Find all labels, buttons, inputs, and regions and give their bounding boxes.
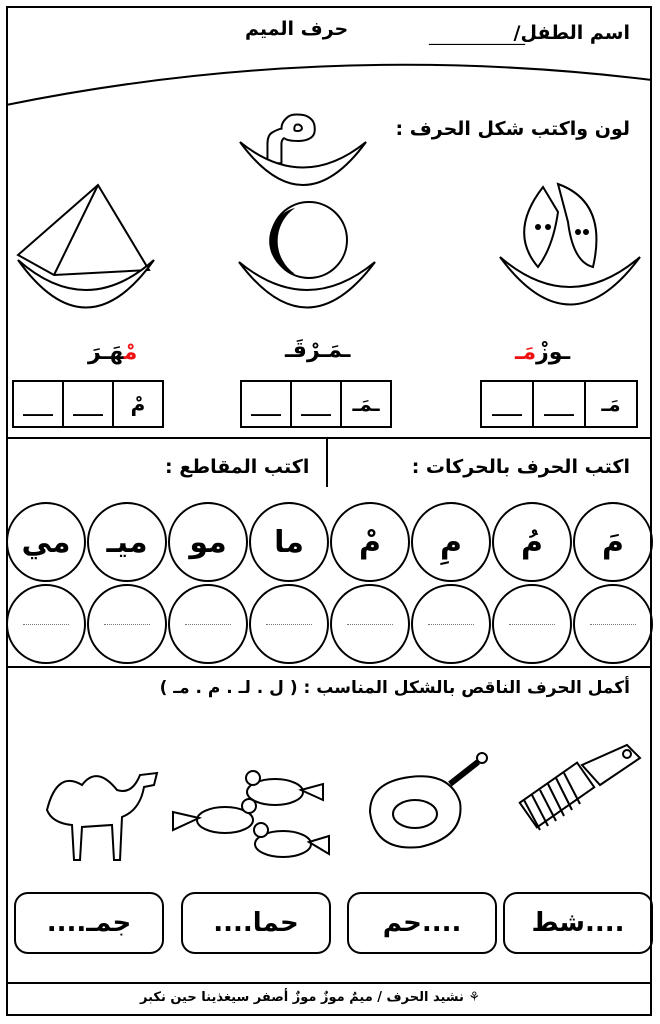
circle-answer[interactable] <box>573 584 653 664</box>
box-cell[interactable]: ___ <box>492 392 522 416</box>
pyramid-icon <box>14 180 159 315</box>
word-qamar: ـمَـرْقَـ <box>285 338 351 363</box>
word-box-hamam[interactable]: حما.... <box>181 892 331 954</box>
letter-boxes-haram <box>12 380 164 428</box>
child-name-label: اسم الطفل/ <box>513 22 630 44</box>
camel-icon <box>22 755 162 867</box>
letter-boxes-qamar <box>240 380 392 428</box>
moon-icon <box>237 198 377 313</box>
divider <box>6 982 652 984</box>
divider <box>6 437 652 439</box>
box-cell[interactable]: مْ <box>112 382 162 426</box>
section2-left-instruction: اكتب المقاطع : <box>165 456 310 478</box>
circle-answer[interactable] <box>330 584 410 664</box>
circle-syllable: مُ <box>492 502 572 582</box>
letter-boxes-mawz <box>480 380 638 428</box>
box-cell[interactable]: ___ <box>532 382 584 426</box>
section3-instruction: أكمل الحرف الناقص بالشكل المناسب : ( ل . لـ . م . مـ ) <box>159 678 630 698</box>
header-curve <box>6 50 652 110</box>
circle-syllable: ما <box>249 502 329 582</box>
meat-icon <box>360 752 495 857</box>
box-cell[interactable]: ـمَـ <box>340 382 390 426</box>
circle-syllable: ميـ <box>87 502 167 582</box>
circle-answer[interactable] <box>492 584 572 664</box>
banana-icon <box>498 172 643 312</box>
circle-syllable: مْ <box>330 502 410 582</box>
pigeons-icon <box>165 762 335 867</box>
circle-answer[interactable] <box>6 584 86 664</box>
divider <box>6 666 652 668</box>
word-mawz: ـوزْمَـ <box>515 340 571 365</box>
box-cell[interactable]: ___ <box>23 392 53 416</box>
circle-syllable: مِ <box>411 502 491 582</box>
circle-syllable: مو <box>168 502 248 582</box>
child-name-field[interactable]: ____________ <box>429 26 525 45</box>
page-title: حرف الميم <box>245 18 349 40</box>
circle-answer[interactable] <box>168 584 248 664</box>
word-box-jamal[interactable]: جمـ.... <box>14 892 164 954</box>
section1-instruction: لون واكتب شكل الحرف : <box>395 118 630 140</box>
letter-meem-outline: م <box>262 70 321 163</box>
box-cell[interactable]: ___ <box>251 392 281 416</box>
circle-answer[interactable] <box>411 584 491 664</box>
word-box-lahm[interactable]: ....حم <box>347 892 497 954</box>
box-cell[interactable]: مَـ <box>584 382 636 426</box>
box-cell[interactable]: ___ <box>62 382 112 426</box>
comb-icon <box>512 740 647 855</box>
circle-syllable: مَ <box>573 502 653 582</box>
crescent-top <box>238 138 368 190</box>
section2-right-instruction: اكتب الحرف بالحركات : <box>411 456 630 478</box>
word-haram: مْهَـرَ <box>88 340 138 365</box>
box-cell[interactable]: ___ <box>290 382 340 426</box>
circle-answer[interactable] <box>87 584 167 664</box>
circle-syllable: مي <box>6 502 86 582</box>
footer-song: ⚘ نشيد الحرف / ميمٌ موزٌ موزٌ أصفر سيغذينا حين نكبر <box>140 990 481 1005</box>
word-box-mushat[interactable]: ....شط <box>503 892 653 954</box>
circle-answer[interactable] <box>249 584 329 664</box>
divider-vertical <box>326 439 328 487</box>
